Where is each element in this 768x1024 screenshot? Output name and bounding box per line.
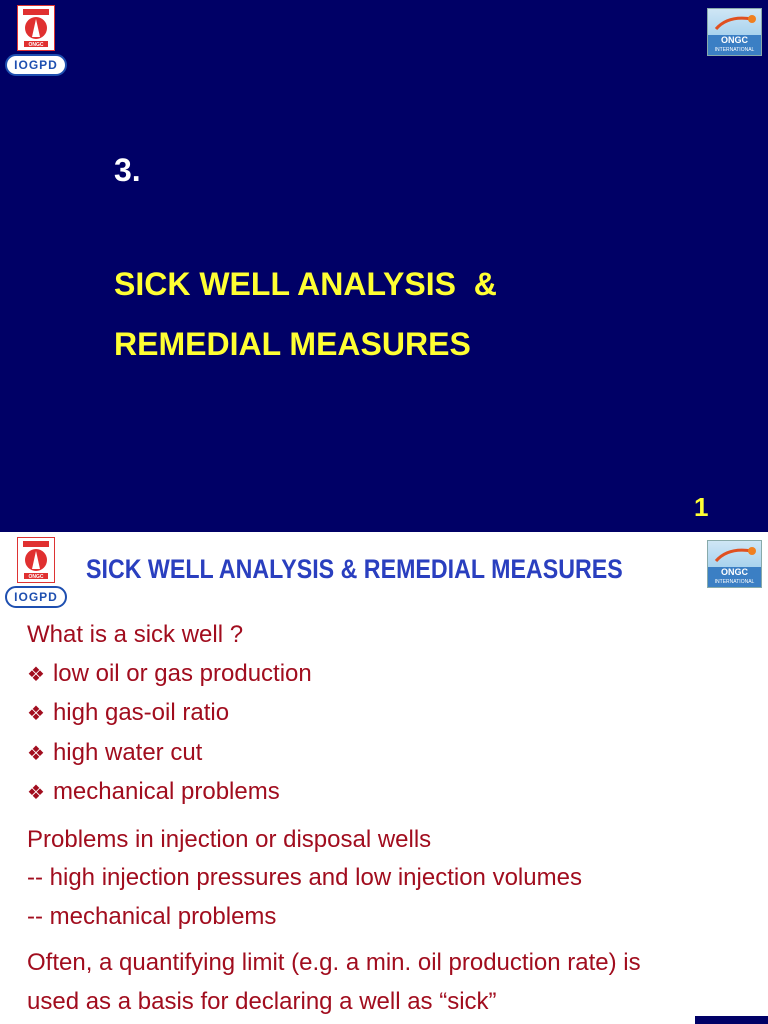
ongc-wordmark: ONGC: [28, 42, 44, 48]
ogpd-wordmark: IOGPD: [5, 54, 67, 76]
diamond-bullet-icon: ❖: [27, 782, 45, 804]
content-slide: [0, 532, 768, 1024]
ongc-videsh-logo: [707, 540, 762, 588]
ovl-subtext: INTERNATIONAL: [714, 47, 755, 53]
list-item: ❖ high water cut: [27, 738, 203, 766]
ongc-videsh-logo: [707, 8, 762, 56]
injection-heading: Problems in injection or disposal wells: [27, 825, 432, 853]
note-line-1: Often, a quantifying limit (e.g. a min. oil production rate) is: [27, 949, 641, 976]
injection-item: -- mechanical problems: [27, 902, 277, 930]
ovl-wordmark: ONGC: [721, 567, 748, 577]
injection-item: -- high injection pressures and low injection volumes: [27, 864, 582, 891]
note-line-2: used as a basis for declaring a well as “sick”: [27, 987, 497, 1015]
title-line-1: SICK WELL ANALYSIS &: [114, 266, 497, 302]
ovl-subtext: INTERNATIONAL: [714, 579, 755, 585]
ongc-emblem-icon: [17, 5, 55, 51]
ongc-logo: [5, 537, 67, 608]
ongc-logo: [5, 5, 67, 76]
list-item: ❖ high gas-oil ratio: [27, 699, 230, 726]
ovl-wordmark: ONGC: [721, 35, 748, 45]
page-number: 1: [694, 492, 709, 522]
ogpd-wordmark: IOGPD: [5, 586, 67, 608]
corner-bar: [695, 1016, 768, 1024]
title-line-2: REMEDIAL MEASURES: [114, 326, 471, 362]
diamond-bullet-icon: ❖: [27, 663, 45, 686]
ongc-wordmark: ONGC: [28, 574, 44, 580]
chapter-number: 3.: [114, 152, 141, 188]
slide-header: SICK WELL ANALYSIS & REMEDIAL MEASURES: [86, 554, 623, 584]
diamond-bullet-icon: ❖: [27, 703, 45, 725]
list-item: ❖ mechanical problems: [27, 778, 280, 805]
question: What is a sick well ?: [27, 621, 244, 648]
flame-icon: [714, 545, 758, 565]
diamond-bullet-icon: ❖: [27, 742, 45, 765]
slide-title: [114, 254, 497, 374]
ongc-emblem-icon: [17, 537, 55, 583]
list-item: ❖ low oil or gas production: [27, 659, 312, 687]
flame-icon: [714, 13, 758, 33]
slide-body: [27, 616, 641, 1021]
